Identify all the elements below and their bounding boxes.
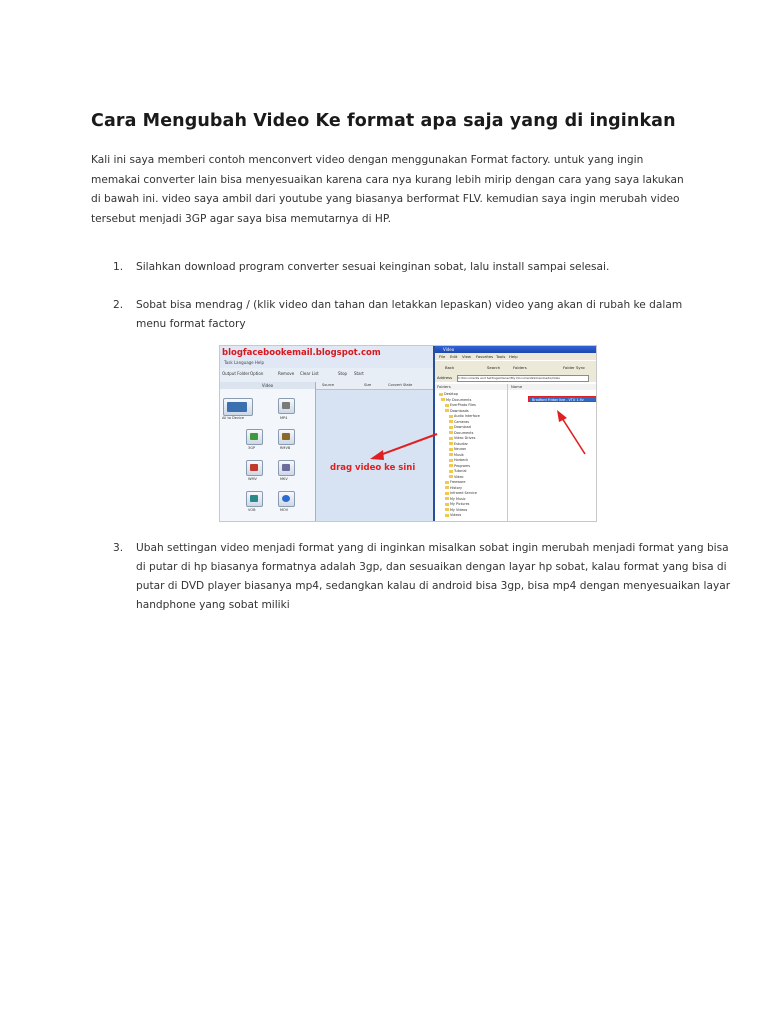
step-1 (91, 258, 691, 296)
folder-label: Audio Interface (454, 414, 480, 418)
icon-label: WMV (248, 477, 257, 481)
folder-label: Infrared Service (450, 491, 477, 495)
step-number: 3. (113, 542, 124, 554)
ff-panel-header: Video (220, 382, 315, 389)
folder-label: Freeware (450, 480, 466, 484)
step-text: Silahkan download program converter sesuai keinginan sobat, lalu install sampai selesai. (136, 261, 610, 273)
folder-label: Horbeck (454, 458, 469, 462)
folder-label: Desktop (444, 392, 458, 396)
icon-label: MP4 (280, 416, 288, 420)
icon-label: 3GP (248, 446, 256, 450)
folder-label: Documents (454, 430, 474, 435)
folder-label: Estudiar (454, 441, 468, 446)
folder-label: My Pictures (450, 502, 470, 506)
folder-label: Download (454, 425, 471, 429)
col-size: Size (364, 383, 372, 387)
ff-toolbar-remove[interactable]: Remove (278, 371, 295, 376)
folder-label: Video (454, 474, 464, 479)
folder-label: Video Drives (454, 436, 476, 440)
menu-favorites[interactable]: Favorites (476, 354, 494, 359)
col-source: Source (322, 383, 335, 387)
icon-label: RMVB (280, 446, 291, 450)
folder-label: Videos (450, 513, 462, 517)
folder-label: Downloads (450, 408, 469, 413)
page-title: Cara Mengubah Video Ke format apa saja yang di inginkan (91, 111, 676, 131)
step-2 (91, 296, 691, 334)
folder-label: Programs (454, 463, 471, 468)
folder-sync-button[interactable]: Folder Sync (563, 365, 586, 370)
step-number: 2. (113, 299, 124, 311)
address-input[interactable]: C:\Documents and Settings\Owner\My Documents\Downloads\Video (457, 375, 589, 382)
folder-label: Neuron (454, 447, 467, 451)
watermark-url: blogfacebookemail.blogspot.com (222, 348, 381, 358)
menu-help[interactable]: Help (509, 354, 518, 359)
folders-button[interactable]: Folders (513, 365, 527, 370)
menu-tools[interactable]: Tools (496, 354, 506, 359)
ff-toolbar-start[interactable]: Start (354, 371, 364, 376)
address-label: Address (437, 375, 453, 380)
arrow-to-formatfactory-head (370, 450, 384, 460)
search-button[interactable]: Search (487, 365, 501, 370)
icon-label: MOV (280, 508, 289, 512)
drag-annotation: drag video ke sini (330, 463, 416, 473)
folder-label: My Documents (446, 397, 472, 402)
ff-toolbar-output[interactable]: Output Folder (222, 371, 250, 376)
menu-file[interactable]: File (439, 354, 446, 359)
selected-video-file[interactable]: Bradford Friday live - VTU 1.flv (528, 396, 597, 402)
folder-label: Cameras (454, 419, 470, 424)
step-3 (91, 539, 736, 615)
ff-toolbar-option[interactable]: Option (250, 371, 264, 376)
ff-toolbar-stop[interactable]: Stop (338, 371, 348, 376)
icon-label: MKV (280, 477, 288, 481)
arrow-to-formatfactory (380, 434, 437, 455)
files-header: Name (508, 384, 597, 390)
intro-paragraph: Kali ini saya memberi contoh menconvert video dengan menggunakan Format factory. untuk yang ingin memakai converter lain bisa menyesuaikan karena cara nya kurang lebih mirip dengan cara yang saya lakukan di bawah ini. video saya ambil dari youtube yang biasanya berformat FLV. kemudian saya ingin merubah video tersebut menjadi 3GP agar saya bisa memutarnya di HP. (91, 154, 684, 225)
folder-label: Tutorial (454, 469, 467, 473)
arrow-to-file (562, 418, 585, 454)
step-text: Sobat bisa mendrag / (klik video dan tahan dan letakkan lepaskan) video yang akan di rubah ke dalam menu format factory (136, 299, 683, 330)
ff-menu-bar: Task Language Help (224, 360, 265, 365)
icon-label: VOB (248, 508, 256, 512)
folder-label: History (450, 485, 463, 490)
step-number: 1. (113, 261, 124, 273)
arrow-to-file-head (557, 410, 567, 422)
step-text: Ubah settingan video menjadi format yang di inginkan misalkan sobat ingin merubah menjadi format yang bisa di putar di hp biasanya formatnya adalah 3gp, dan sesuaikan dengan layar hp sobat, kalau format yang bisa di putar di DVD player biasanya mp4, sedangkan kalau di android bisa 3gp, bisa mp4 dengan menyesuaikan layar handphone yang sobat miliki (136, 542, 731, 611)
menu-edit[interactable]: Edit (450, 354, 458, 359)
explorer-title: Video (443, 347, 455, 352)
folder-label: My Videos (450, 507, 468, 512)
folder-label: EverPhoto Files (450, 403, 476, 407)
folder-label: Musik (454, 452, 464, 457)
ff-toolbar-clear[interactable]: Clear List (300, 371, 319, 376)
folder-label: My Music (450, 496, 466, 501)
back-button[interactable]: Back (445, 365, 455, 370)
annotation-arrows (220, 346, 596, 521)
step-list (91, 258, 691, 334)
folders-header: Folders (435, 384, 507, 390)
screenshot-figure (219, 345, 597, 522)
col-convert-state: Convert State (388, 383, 413, 387)
menu-view[interactable]: View (462, 354, 472, 359)
icon-label: All to Device (222, 416, 245, 420)
